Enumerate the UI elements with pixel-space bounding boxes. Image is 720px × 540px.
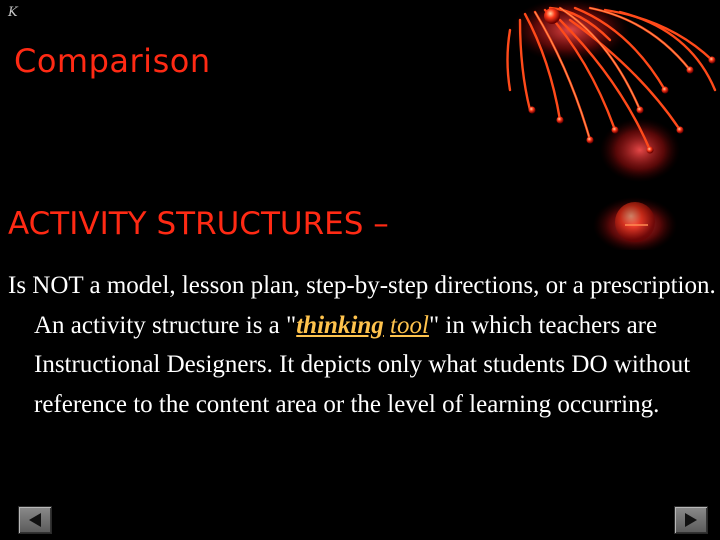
slide-title: Comparison: [14, 42, 211, 80]
triangle-left-icon: [19, 507, 51, 533]
emphasis-thinking: thinking: [296, 311, 384, 339]
body-text: [8, 266, 716, 424]
body-part-1: Is NOT a model, lesson plan, step-by-step directions, or a prescription. An activity structure is a ": [8, 272, 716, 339]
triangle-right-icon: [675, 507, 707, 533]
emphasis-tool: tool: [390, 311, 429, 339]
body-paragraph: [8, 266, 716, 424]
next-slide-button[interactable]: [674, 506, 708, 534]
slide-heading: ACTIVITY STRUCTURES –: [8, 206, 389, 242]
previous-slide-button[interactable]: [18, 506, 52, 534]
corner-mark: K: [8, 5, 18, 20]
body-part-2: " in which teachers are Instructional Designers. It depicts only what students DO without reference to the content area or the level of learning occurring.: [34, 311, 691, 418]
red-burst-decoration: [490, 0, 720, 250]
